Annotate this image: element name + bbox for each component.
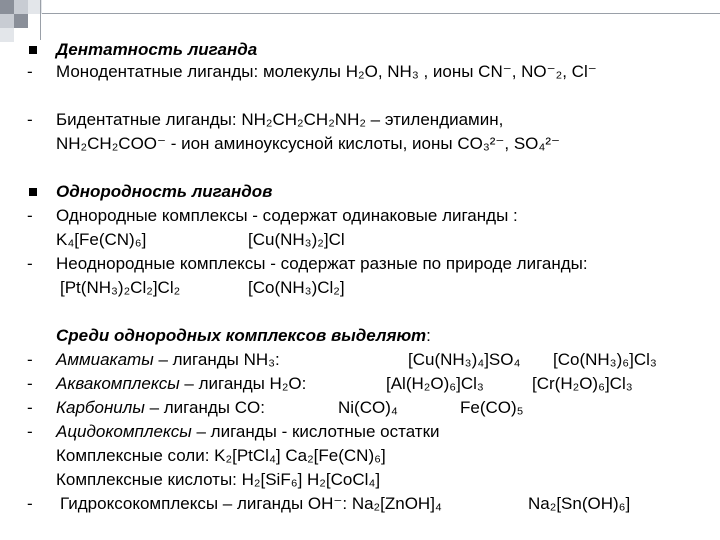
formula: K₄[Fe(CN)₆] [56, 230, 147, 249]
bidentate-text: Бидентатные лиганды: NH₂CH₂CH₂NH₂ – этилендиамин, [56, 110, 504, 129]
bullet-icon [29, 46, 37, 54]
dash-marker: - [27, 254, 33, 273]
dash-marker: - [27, 110, 33, 129]
dash-marker: - [27, 422, 33, 441]
dash-marker: - [27, 374, 33, 393]
term: Аммиакаты [56, 350, 154, 369]
section-title: Дентатность лиганда [56, 40, 258, 59]
formula: [Co(NH₃)₆]Cl₃ [553, 350, 657, 369]
formula: [Cu(NH₃)₂]Cl [248, 230, 345, 249]
term-desc: – лиганды - кислотные остатки [191, 422, 440, 441]
monodentate-text: Монодентатные лиганды: молекулы H₂O, NH₃ , ионы CN⁻, NO⁻₂, Cl⁻ [56, 62, 597, 81]
corner-decoration [14, 14, 28, 28]
formula: [Cu(NH₃)₄]SO₄ [408, 350, 521, 369]
formula: Ni(CO)₄ [338, 398, 398, 417]
term-desc: – лиганды NH₃: [153, 350, 280, 369]
term: Карбонилы [56, 398, 145, 417]
term: Ацидокомплексы [56, 422, 192, 441]
header-rule [42, 13, 720, 14]
formula: [Cr(H₂O)₆]Cl₃ [532, 374, 633, 393]
formula: Na₂[Sn(OH)₆] [528, 494, 631, 513]
formula: Fe(CO)₅ [460, 398, 524, 417]
hydroxo-text: Гидроксокомплексы – лиганды OH⁻: Na₂[ZnOH]₄ [60, 494, 442, 513]
corner-decoration [0, 28, 14, 42]
header-rule-vertical [40, 0, 41, 40]
complex-acids-text: Комплексные кислоты: H₂[SiF₆] H₂[CoCl₄] [56, 470, 381, 489]
bullet-icon [29, 188, 37, 196]
formula: [Co(NH₃)Cl₂] [248, 278, 345, 297]
dash-marker: - [27, 206, 33, 225]
dash-marker: - [27, 350, 33, 369]
term-desc: – лиганды CO: [144, 398, 265, 417]
homogeneous-text: Однородные комплексы - содержат одинаковые лиганды : [56, 206, 518, 225]
heterogeneous-text: Неоднородные комплексы - содержат разные по природе лиганды: [56, 254, 588, 273]
bidentate-text-2: NH₂CH₂COO⁻ - ион аминоуксусной кислоты, ионы CO₃²⁻, SO₄²⁻ [56, 134, 560, 153]
dash-marker: - [27, 62, 33, 81]
formula: [Pt(NH₃)₂Cl₂]Cl₂ [60, 278, 181, 297]
corner-decoration [0, 0, 14, 14]
dash-marker: - [27, 398, 33, 417]
corner-decoration [14, 0, 28, 14]
term-desc: – лиганды H₂O: [179, 374, 307, 393]
formula: [Al(H₂O)₆]Cl₃ [386, 374, 484, 393]
complex-salts-text: Комплексные соли: K₂[PtCl₄] Ca₂[Fe(CN)₆] [56, 446, 386, 465]
term: Аквакомплексы [56, 374, 180, 393]
section-title: Однородность лигандов [56, 182, 273, 201]
subsection-title: Среди однородных комплексов выделяют [56, 326, 427, 345]
subsection-colon: : [426, 326, 431, 345]
dash-marker: - [27, 494, 33, 513]
corner-decoration [0, 14, 14, 28]
